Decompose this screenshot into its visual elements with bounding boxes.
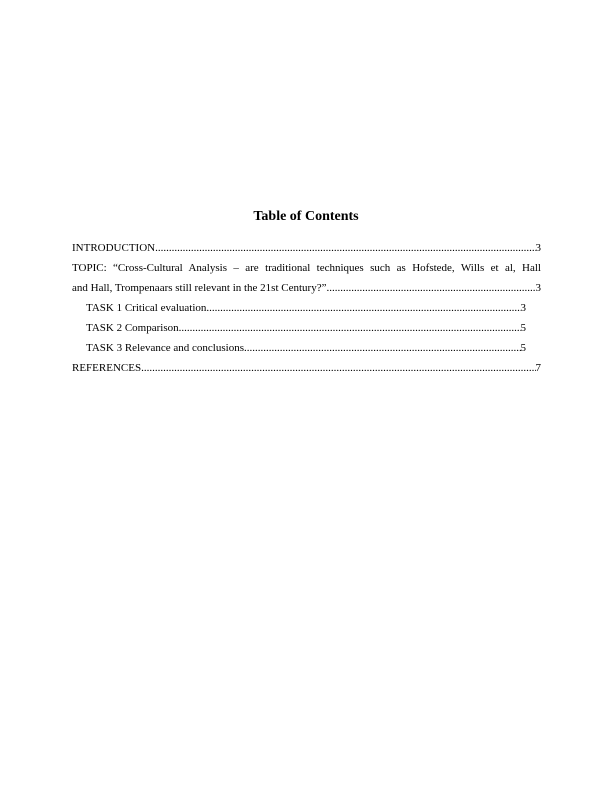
toc-entry-label: INTRODUCTION (72, 242, 156, 254)
toc-entry-label: TASK 1 Critical evaluation (86, 302, 207, 314)
toc-leader-dots (155, 238, 535, 258)
toc-leader-dots (206, 298, 520, 318)
toc-title: Table of Contents (253, 209, 359, 224)
toc-entry-label-line1: TOPIC: “Cross-Cultural Analysis – are traditional techniques such as Hofstede, Wills et al, Hall (72, 262, 541, 274)
toc-entry-page: 5 (520, 342, 526, 354)
toc-entry-task3[interactable] (72, 338, 526, 358)
toc-leader-dots (244, 338, 521, 358)
toc-entry-page: 3 (535, 242, 541, 254)
toc-entry-introduction[interactable] (72, 238, 541, 258)
toc-entry-label-line2: and Hall, Trompenaars still relevant in the 21st Century?” (72, 282, 327, 294)
toc-list (72, 238, 541, 378)
toc-entry-label: REFERENCES (72, 362, 142, 374)
toc-entry-label: TASK 3 Relevance and conclusions (86, 342, 244, 354)
toc-leader-dots (141, 358, 535, 378)
toc-entry-page: 3 (535, 282, 541, 294)
toc-entry-task1[interactable] (72, 298, 526, 318)
toc-entry-page: 5 (520, 322, 526, 334)
toc-leader-dots (326, 278, 535, 298)
toc-entry-page: 7 (535, 362, 541, 374)
toc-entry-task2[interactable] (72, 318, 526, 338)
toc-leader-dots (179, 318, 521, 338)
toc-entry-references[interactable] (72, 358, 541, 378)
toc-entry-topic[interactable] (72, 258, 541, 298)
toc-entry-label: TASK 2 Comparison (86, 322, 179, 334)
toc-entry-page: 3 (520, 302, 526, 314)
